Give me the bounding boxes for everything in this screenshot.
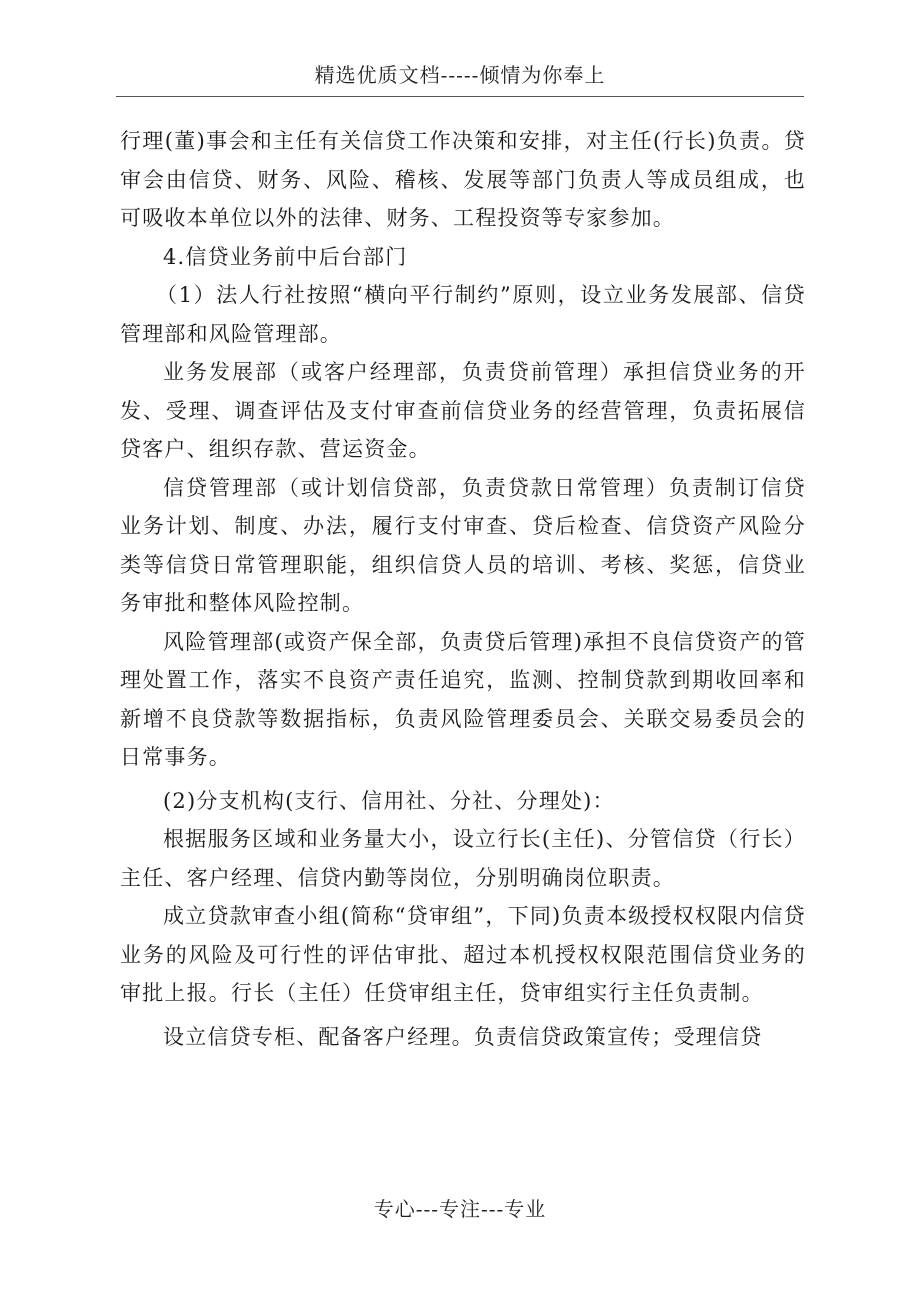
paragraph-review-group: 成立贷款审查小组(简称“贷审组”，下同)负责本级授权权限内信贷业务的风险及可行性的评估审批、超过本机授权权限范围信贷业务的审批上报。行长（主任）任贷审组主任，贷审组实行主任负责制。 [120, 904, 806, 1005]
paragraph-continuation: 行理(董)事会和主任有关信贷工作决策和安排，对主任(行长)负责。贷审会由信贷、财务、风险、稽核、发展等部门负责人等成员组成，也可吸收本单位以外的法律、财务、工程投资等专家参加。 [120, 129, 806, 230]
page-header: 精选优质文档-----倾情为你奉上 [314, 63, 606, 87]
paragraph-risk-management: 风险管理部(或资产保全部，负责贷后管理)承担不良信贷资产的管理处置工作，落实不良资产责任追究，监测、控制贷款到期收回率和新增不良贷款等数据指标，负责风险管理委员会、关联交易委员会的日常事务。 [120, 629, 806, 769]
document-body [120, 122, 806, 1056]
paragraph-item-2: (2)分支机构(支行、信用社、分社、分理处)： [163, 788, 615, 813]
paragraph-branch-positions: 根据服务区域和业务量大小，设立行长(主任)、分管信贷（行长）主任、客户经理、信贷内勤等岗位，分别明确岗位职责。 [120, 827, 806, 890]
page-footer: 专心---专注---专业 [373, 1197, 547, 1221]
paragraph-credit-counter: 设立信贷专柜、配备客户经理。负责信贷政策宣传；受理信贷 [163, 1024, 763, 1049]
paragraph-item-1: （1）法人行社按照“横向平行制约”原则，设立业务发展部、信贷管理部和风险管理部。 [120, 283, 806, 346]
header-divider [116, 96, 804, 97]
section-heading-4: 4.信贷业务前中后台部门 [163, 244, 408, 269]
paragraph-business-development: 业务发展部（或客户经理部，负责贷前管理）承担信贷业务的开发、受理、调查评估及支付审查前信贷业务的经营管理，负责拓展信贷客户、组织存款、营运资金。 [120, 360, 806, 461]
paragraph-credit-management: 信贷管理部（或计划信贷部，负责贷款日常管理）负责制订信贷业务计划、制度、办法，履行支付审查、贷后检查、信贷资产风险分类等信贷日常管理职能，组织信贷人员的培训、考核、奖惩，信贷业务审批和整体风险控制。 [120, 475, 806, 615]
